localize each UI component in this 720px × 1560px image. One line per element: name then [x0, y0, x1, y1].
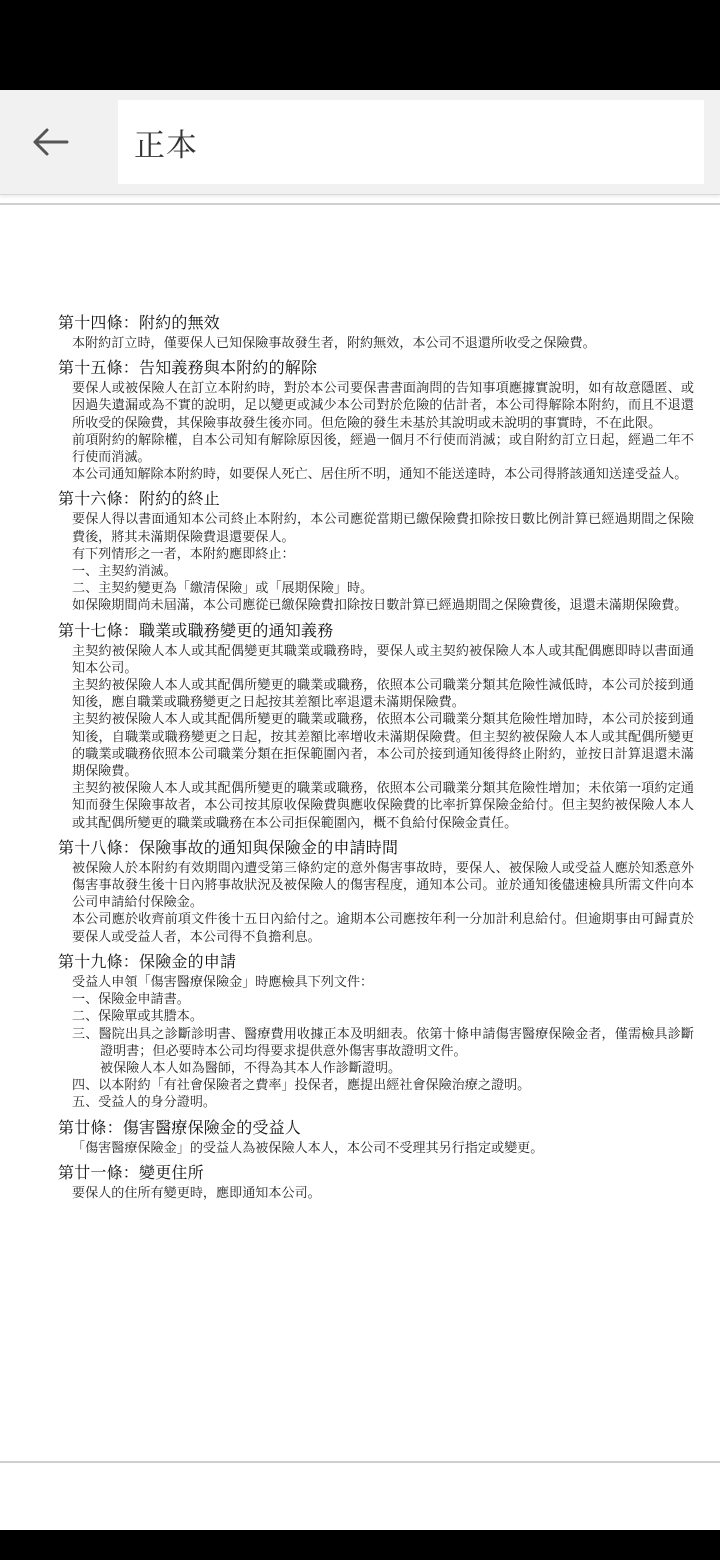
- list-item: 二、主契約變更為「繳清保險」或「展期保險」時。: [72, 581, 374, 597]
- section-paragraph: 前項附約的解除權，自本公司知有解除原因後，經過一個月不行使而消滅；或自附約訂立日起，經過二年不行使而消滅。: [72, 432, 694, 466]
- section-paragraph: 主契約被保險人本人或其配偶所變更的職業或職務，依照本公司職業分類其危險性增加；未依第一項約定通知而發生保險事故者，本公司按其原收保險費與應收保險費的比率折算保險金給付。但主契約被保險人本人或其配偶所變更的職業或職務在本公司拒保範圍內，概不負給付保險金責任。: [72, 781, 694, 831]
- page-title: 正本: [134, 127, 198, 164]
- section-paragraph: 主契約被保險人本人或其配偶變更其職業或職務時，要保人或主契約被保險人本人或其配偶應即時以書面通知本公司。: [72, 643, 694, 676]
- list-item: 二、保險單或其謄本。: [72, 1009, 203, 1025]
- section-paragraph: 被保險人於本附約有效期間內遭受第三條約定的意外傷害事故時，要保人、被保險人或受益人應於知悉意外傷害事故發生後十日內將事故狀況及被保險人的傷害程度，通知本公司。並於通知後儘速檢具所需文件向本公司申請給付保險金。: [72, 860, 694, 911]
- arrow-left-icon: [31, 127, 69, 157]
- section-paragraph: 受益人申領「傷害醫療保險金」時應檢具下列文件：: [72, 974, 374, 990]
- section-paragraph: 要保人的住所有變更時，應即通知本公司。: [72, 1185, 321, 1201]
- section-paragraph: 要保人或被保險人在訂立本附約時，對於本公司要保書書面詢問的告知事項應據實說明，如有故意隱匿、或因過失遺漏或為不實的說明，足以變更或減少本公司對於危險的估計者，本公司得解除本附約，而且不退還所收受的保險費，其保險事故發生後亦同。但危險的發生未基於其說明或未說明的事實時，不在此限。: [72, 381, 694, 431]
- section-title: 第十五條：告知義務與本附約的解除: [58, 358, 318, 378]
- list-item: 三、醫院出具之診斷診明書、醫療費用收據正本及明細表。依第十條申請傷害醫療保險金者，僅需檢具診斷證明書；但必要時本公司均得要求提供意外傷害事故證明文件。: [72, 1026, 694, 1059]
- section-title: 第十六條：附約的終止: [58, 489, 221, 509]
- section-paragraph: 主契約被保險人本人或其配偶所變更的職業或職務，依照本公司職業分類其危險性增加時，本公司於接到通知後，自職業或職務變更之日起，按其差額比率增收未滿期保險費。但主契約被保險人本人或其配偶所變更的職業或職務依照本公司職業分類在拒保範圍內者，本公司於接到通知後得終止附約，並按日計算退還未滿期保險費。: [72, 712, 694, 780]
- section-title: 第廿一條：變更住所: [58, 1162, 204, 1182]
- section-17: [58, 620, 694, 832]
- footer-divider: [0, 1461, 720, 1463]
- section-paragraph: 要保人得以書面通知本公司終止本附約，本公司應從當期已繳保險費扣除按日數比例計算已經過期間之保險費後，將其未滿期保險費退還要保人。: [72, 512, 694, 545]
- section-19: [58, 951, 694, 1112]
- navigation-bar: [0, 1530, 720, 1560]
- section-title: 第廿條：傷害醫療保險金的受益人: [58, 1117, 302, 1137]
- app-bar: [0, 90, 720, 195]
- section-18: [58, 837, 694, 946]
- section-paragraph: 主契約被保險人本人或其配偶所變更的職業或職務，依照本公司職業分類其危險性減低時，本公司於接到通知後，應自職業或職務變更之日起按其差額比率退還未滿期保險費。: [72, 678, 694, 711]
- section-title: 第十四條：附約的無效: [58, 313, 221, 332]
- section-title: 第十八條：保險事故的通知與保險金的申請時間: [58, 837, 399, 857]
- section-20: [58, 1117, 694, 1157]
- list-item: 四、以本附約「有社會保險者之費率」投保者，應提出經社會保險治療之證明。: [72, 1078, 531, 1094]
- header-divider: [0, 203, 720, 205]
- section-paragraph: 本公司通知解除本附約時，如要保人死亡、居住所不明，通知不能送達時，本公司得將該通知送達受益人。: [72, 467, 688, 483]
- section-title: 第十九條：保險金的申請: [58, 951, 237, 971]
- status-bar: [0, 0, 720, 90]
- section-14: [58, 312, 694, 352]
- section-title: 第十七條：職業或職務變更的通知義務: [58, 620, 334, 640]
- title-field[interactable]: [118, 100, 704, 184]
- section-21: [58, 1162, 694, 1202]
- list-item: 一、主契約消滅。: [72, 564, 177, 580]
- section-paragraph: 如保險期間尚未屆滿，本公司應從已繳保險費扣除按日數計算已經過期間之保險費後，退還未滿期保險費。: [72, 598, 688, 614]
- list-item: 一、保險金申請書。: [72, 992, 190, 1008]
- section-16: [58, 488, 694, 614]
- document-body: [58, 312, 694, 1207]
- section-15: [58, 357, 694, 483]
- back-button[interactable]: [22, 118, 78, 166]
- list-item: 五、受益人的身分證明。: [72, 1095, 217, 1111]
- section-paragraph: 有下列情形之一者，本附約應即終止：: [72, 546, 295, 562]
- list-item-note: 被保險人本人如為醫師，不得為其本人作診斷證明。: [100, 1060, 402, 1076]
- section-paragraph: 本附約訂立時，僅要保人已知保險事故發生者，附約無效，本公司不退還所收受之保險費。: [72, 336, 596, 351]
- section-paragraph: 本公司應於收齊前項文件後十五日內給付之。逾期本公司應按年利一分加計利息給付。但逾期事由可歸責於要保人或受益人者，本公司得不負擔利息。: [72, 912, 694, 945]
- section-paragraph: 「傷害醫療保險金」的受益人為被保險人本人，本公司不受理其另行指定或變更。: [72, 1140, 544, 1156]
